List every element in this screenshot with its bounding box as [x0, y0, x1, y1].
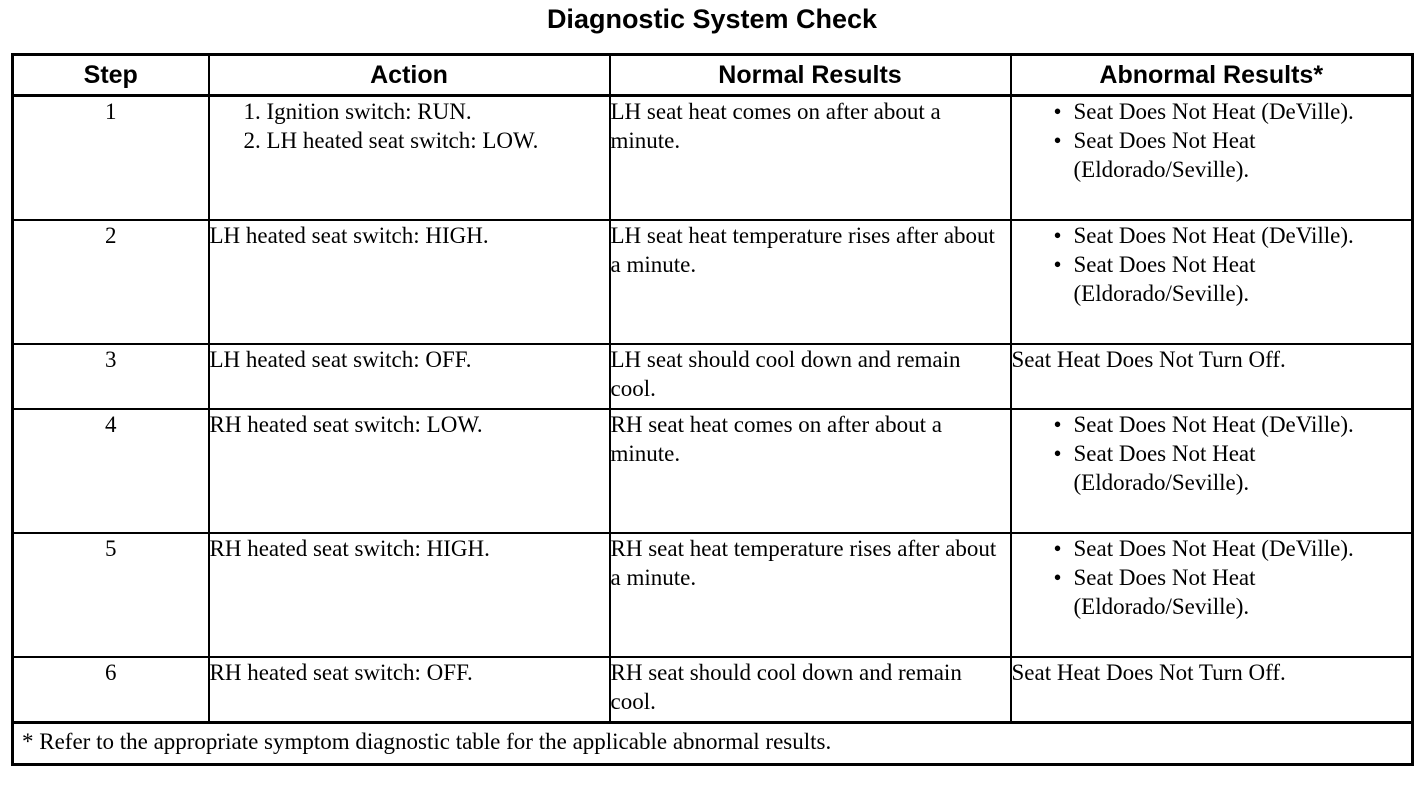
table-row: [13, 409, 1413, 533]
bullet-icon: •: [1053, 252, 1062, 277]
abnormal-item: • Seat Does Not Heat (Eldorado/Seville).: [1053, 441, 1256, 495]
abnormal-item: • Seat Does Not Heat (DeVille).: [1053, 412, 1354, 437]
abnormal-result: [1011, 409, 1413, 533]
abnormal-result: Seat Heat Does Not Turn Off.: [1011, 657, 1413, 723]
abnormal-item: • Seat Does Not Heat (DeVille).: [1053, 99, 1354, 124]
step-number: 6: [13, 657, 209, 723]
bullet-icon: •: [1053, 128, 1062, 153]
abnormal-item: • Seat Does Not Heat (DeVille).: [1053, 536, 1354, 561]
action-cell: RH heated seat switch: OFF.: [209, 657, 610, 723]
table-row: [13, 344, 1413, 409]
normal-result: RH seat heat comes on after about a minute.: [610, 409, 1011, 533]
step-number: 5: [13, 533, 209, 657]
diagnostic-table: [11, 53, 1414, 766]
normal-result: LH seat heat comes on after about a minute.: [610, 96, 1011, 221]
normal-result: LH seat heat temperature rises after about a minute.: [610, 220, 1011, 344]
bullet-icon: •: [1053, 441, 1062, 466]
bullet-icon: •: [1053, 223, 1062, 248]
abnormal-item: • Seat Does Not Heat (Eldorado/Seville).: [1053, 128, 1256, 182]
abnormal-item: • Seat Does Not Heat (Eldorado/Seville).: [1053, 252, 1256, 306]
header-normal-results: Normal Results: [610, 55, 1011, 96]
normal-result: RH seat should cool down and remain cool.: [610, 657, 1011, 723]
step-number: 4: [13, 409, 209, 533]
table-row: [13, 533, 1413, 657]
abnormal-result: Seat Heat Does Not Turn Off.: [1011, 344, 1413, 409]
footnote-row: [13, 723, 1413, 765]
bullet-icon: •: [1053, 565, 1062, 590]
bullet-icon: •: [1053, 99, 1062, 124]
action-cell: RH heated seat switch: LOW.: [209, 409, 610, 533]
step-number: 2: [13, 220, 209, 344]
table-row: [13, 657, 1413, 723]
header-row: [13, 55, 1413, 96]
header-abnormal-results: Abnormal Results*: [1011, 55, 1413, 96]
abnormal-item: • Seat Does Not Heat (Eldorado/Seville).: [1053, 565, 1256, 619]
action-cell: LH heated seat switch: HIGH.: [209, 220, 610, 344]
action-cell: RH heated seat switch: HIGH.: [209, 533, 610, 657]
step-number: 3: [13, 344, 209, 409]
action-cell: LH heated seat switch: OFF.: [209, 344, 610, 409]
action-list: [210, 97, 609, 155]
action-item: 2. LH heated seat switch: LOW.: [243, 128, 539, 153]
header-action: Action: [209, 55, 610, 96]
table-row: [13, 96, 1413, 221]
bullet-icon: •: [1053, 536, 1062, 561]
normal-result: LH seat should cool down and remain cool.: [610, 344, 1011, 409]
abnormal-result: [1011, 533, 1413, 657]
page-title: Diagnostic System Check: [546, 4, 878, 34]
abnormal-result: [1011, 220, 1413, 344]
abnormal-item: • Seat Does Not Heat (DeVille).: [1053, 223, 1354, 248]
action-item: 1. Ignition switch: RUN.: [243, 99, 472, 124]
action-cell: [209, 96, 610, 221]
bullet-icon: •: [1053, 412, 1062, 437]
table-row: [13, 220, 1413, 344]
abnormal-result: [1011, 96, 1413, 221]
step-number: 1: [13, 96, 209, 221]
header-step: Step: [13, 55, 209, 96]
footnote: * Refer to the appropriate symptom diagnostic table for the applicable abnormal results.: [13, 723, 1413, 765]
normal-result: RH seat heat temperature rises after about a minute.: [610, 533, 1011, 657]
